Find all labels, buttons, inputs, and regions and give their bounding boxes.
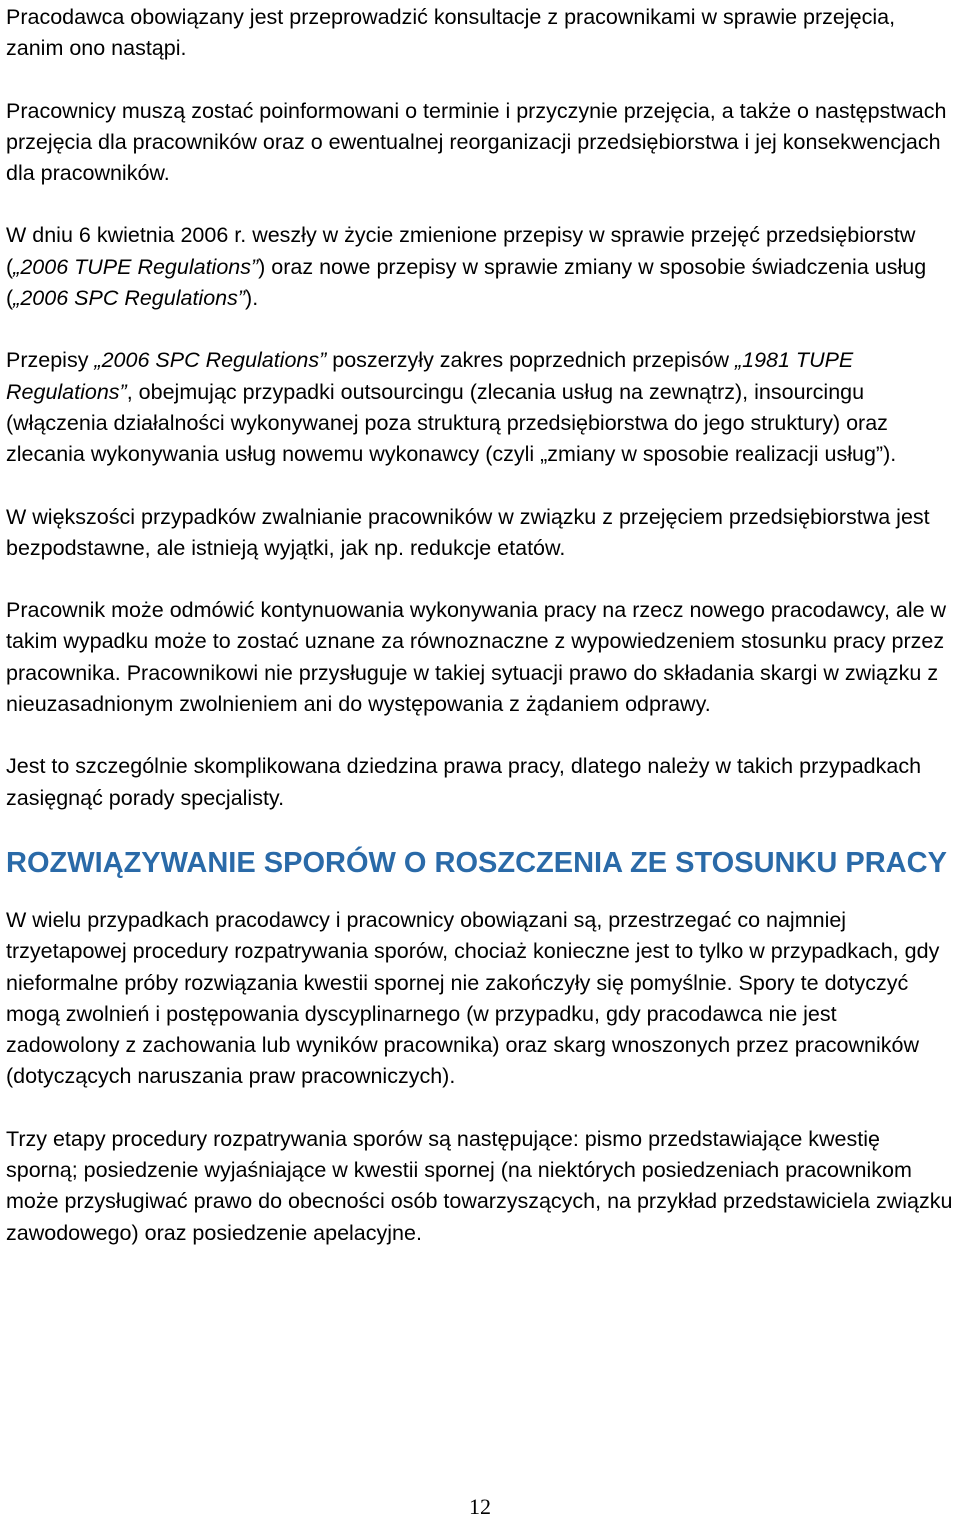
- text-run: poszerzyły zakres poprzednich przepisów: [326, 348, 735, 373]
- paragraph-specialist-advice: Jest to szczególnie skomplikowana dziedzina prawa pracy, dlatego należy w takich przypadkach zasięgnąć porady specjalisty.: [6, 754, 922, 810]
- text-run: ) oraz nowe przepisy w sprawie zmiany w sposobie świadczenia usług (: [6, 254, 927, 311]
- text-run: , obejmując przypadki outsourcingu (zlecania usług na zewnątrz), insourcingu (włączenia działalności wykonywanej poza strukturą przedsiębiorstwa do jego struktury) oraz zlecania wykonywania usług nowemu wykonawcy (czyli „zmiany w sposobie realizacji usług”).: [6, 379, 897, 467]
- paragraph-spc-scope: [6, 345, 956, 470]
- paragraph-dismissals: W większości przypadków zwalnianie pracowników w związku z przejęciem przedsiębiorstwa jest bezpodstawne, ale istnieją wyjątki, jak np. redukcje etatów.: [6, 504, 930, 560]
- regulation-name: „2006 TUPE Regulations”: [13, 254, 259, 279]
- paragraph-regulations-2006: [6, 220, 956, 314]
- paragraph-three-stages: Trzy etapy procedury rozpatrywania sporów są następujące: pismo przedstawiające kwestię sporną; posiedzenie wyjaśniające w kwestii spornej (na niektórych posiedzeniach pracownikom może przysługiwać prawo do obecności osób towarzyszących, na przykład przedstawiciela związku zawodowego) oraz posiedzenie apelacyjne.: [6, 1126, 953, 1245]
- page-number: 12: [469, 1494, 491, 1519]
- paragraph-refusal: Pracownik może odmówić kontynuowania wykonywania pracy na rzecz nowego pracodawcy, ale w takim wypadku może to zostać uznane za równoznaczne z wypowiedzeniem stosunku pracy przez pracownika. Pracownikowi nie przysługuje w takiej sytuacji prawo do składania skargi w związku z nieuzasadnionym zwolnieniem ani do występowania z żądaniem odprawy.: [6, 598, 947, 717]
- regulation-name: „2006 SPC Regulations”: [13, 286, 246, 311]
- paragraph-consultation: Pracodawca obowiązany jest przeprowadzić konsultacje z pracownikami w sprawie przejęcia, zanim ono nastąpi.: [6, 5, 896, 61]
- paragraph-information: Pracownicy muszą zostać poinformowani o terminie i przyczynie przejęcia, a także o następstwach przejęcia dla pracowników oraz o ewentualnej reorganizacji przedsiębiorstwa i jej konsekwencjach dla pracowników.: [6, 98, 947, 186]
- regulation-name: „1981 TUPE Regulations”: [6, 348, 854, 404]
- paragraph-dispute-procedure: W wielu przypadkach pracodawcy i pracownicy obowiązani są, przestrzegać co najmniej trzyetapowej procedury rozpatrywania sporów, chociaż konieczne jest to tylko w przypadkach, gdy nieformalne próby rozwiązania kwestii spornej nie zakończyły się pomyślnie. Spory te dotyczyć mogą zwolnień i postępowania dyscyplinarnego (w przypadku, gdy pracodawca nie jest zadowolony z zachowania lub wyników pracownika) oraz skarg wnoszonych przez pracowników (dotyczących naruszania praw pracowniczych).: [6, 907, 940, 1089]
- text-run: ).: [245, 286, 259, 311]
- document-page: [6, 2, 956, 1280]
- text-run: Przepisy: [6, 348, 95, 373]
- text-run: W dniu 6 kwietnia 2006 r. weszły w życie zmienione przepisy w sprawie przejęć przedsiębiorstw (: [6, 223, 916, 279]
- regulation-name: „2006 SPC Regulations”: [94, 348, 327, 373]
- section-heading: ROZWIĄZYWANIE SPORÓW O ROSZCZENIA ZE STOSUNKU PRACY: [6, 846, 947, 879]
